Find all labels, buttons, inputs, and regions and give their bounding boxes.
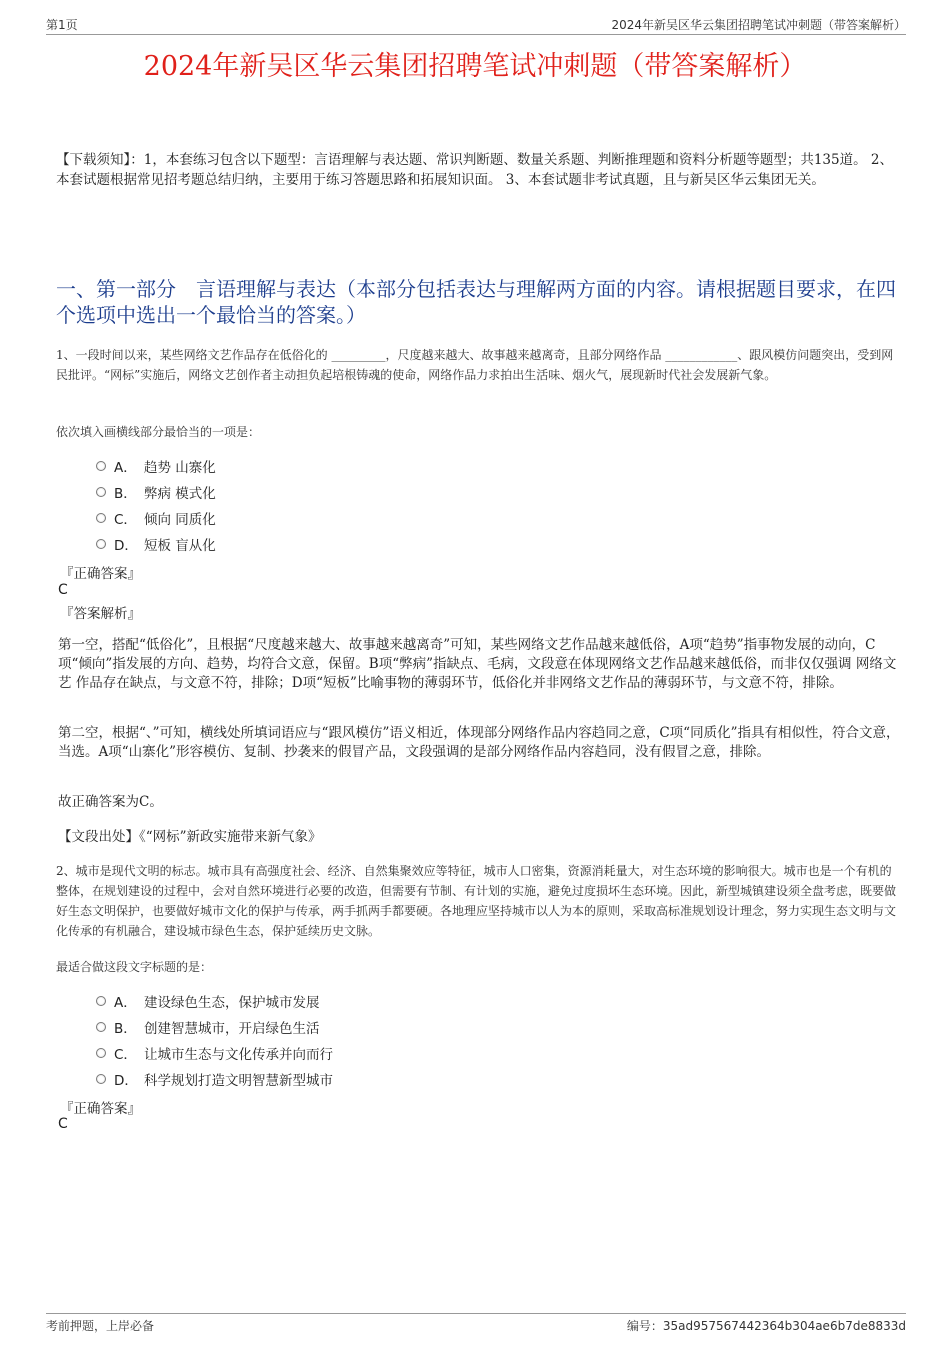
- question-2-prompt: 最适合做这段文字标题的是：: [56, 960, 213, 974]
- radio-icon[interactable]: [96, 513, 106, 523]
- footer-code: 编号：35ad957567442364b304ae6b7de8833d: [626, 1319, 906, 1333]
- source-citation: 【文段出处】《“网标”新政实施带来新气象》: [58, 829, 322, 845]
- option-b[interactable]: B． 创建智慧城市，开启绿色生活: [96, 1014, 333, 1040]
- page-number: 第1页: [46, 18, 78, 32]
- option-a[interactable]: A． 趋势 山寨化: [96, 453, 216, 479]
- question-2-stem: 2、城市是现代文明的标志。城市具有高强度社会、经济、自然集聚效应等特征，城市人口密集，资源消耗量大，对生态环境的影响很大。城市也是一个有机的整体，在规划建设的过程中，会对自然环境进行必要的改造，但需要有节制、有计划的实施，避免过度损坏生态环境。因此，新型城镇建设须全盘考虑，既要做好生态文明保护，也要做好城市文化的保护与传承，两手抓两手都要硬。各地理应坚持城市以人为本的原则，采取高标准规划设计理念，努力实现生态文明与文化传承的有机融合，建设城市绿色生态，保护延续历史文脉。: [56, 864, 897, 938]
- answer-label: 『正确答案』: [60, 1101, 141, 1117]
- document-title: 2024年新吴区华云集团招聘笔试冲刺题（带答案解析）: [143, 51, 807, 82]
- question-1-options: [96, 453, 216, 557]
- option-c[interactable]: C． 倾向 同质化: [96, 505, 216, 531]
- option-a[interactable]: A． 建设绿色生态，保护城市发展: [96, 988, 333, 1014]
- answer-label: 『正确答案』: [60, 566, 141, 582]
- analysis-paragraph-2: 第二空，根据“、”可知，横线处所填词语应与“跟风模仿”语义相近，体现部分网络作品内容趋同之意，C项“同质化”指具有相似性，符合文意，当选。A项“山寨化”形容模仿、复制、抄袭来的假冒产品，文段强调的是部分网络作品内容趋同，没有假冒之意，排除。: [58, 725, 900, 760]
- radio-icon[interactable]: [96, 1022, 106, 1032]
- radio-icon[interactable]: [96, 487, 106, 497]
- page-header: [46, 14, 906, 35]
- option-d[interactable]: D． 科学规划打造文明智慧新型城市: [96, 1066, 333, 1092]
- radio-icon[interactable]: [96, 461, 106, 471]
- radio-icon[interactable]: [96, 1048, 106, 1058]
- footer-slogan: 考前押题，上岸必备: [46, 1319, 155, 1333]
- analysis-paragraph-1: 第一空，搭配“低俗化”，且根据“尺度越来越大、故事越来越离奇”可知，某些网络文艺作品越来越低俗，A项“趋势”指事物发展的动向，C项“倾向”指发展的方向、趋势，均符合文意，保留。B项“弊病”指缺点、毛病，文段意在体现网络文艺作品越来越低俗，而非仅仅强调 网络文艺 作品存在缺点，与文意不符，排除；D项“短板”比喻事物的薄弱环节，低俗化并非网络文艺作品的薄弱环节，与文意不符，排除。: [58, 637, 897, 691]
- analysis-label: 『答案解析』: [60, 606, 141, 622]
- correct-answer: C: [58, 1116, 68, 1132]
- option-b[interactable]: B． 弊病 模式化: [96, 479, 216, 505]
- question-1-prompt: 依次填入画横线部分最恰当的一项是：: [56, 425, 261, 439]
- section-heading: 一、第一部分 言语理解与表达（本部分包括表达与理解两方面的内容。请根据题目要求，在四个选项中选出一个最恰当的答案。）: [56, 277, 896, 327]
- question-2-options: [96, 988, 333, 1092]
- page-footer: [46, 1313, 906, 1334]
- option-d[interactable]: D． 短板 盲从化: [96, 531, 216, 557]
- radio-icon[interactable]: [96, 996, 106, 1006]
- header-doc-title: 2024年新吴区华云集团招聘笔试冲刺题（带答案解析）: [611, 18, 906, 32]
- download-notice: 【下载须知】：1，本套练习包含以下题型：言语理解与表达题、常识判断题、数量关系题、判断推理题和资料分析题等题型；共135道。 2、本套试题根据常见招考题总结归纳，主要用于练习答题思路和拓展知识面。 3、本套试题非考试真题，且与新吴区华云集团无关。: [56, 152, 893, 188]
- radio-icon[interactable]: [96, 539, 106, 549]
- question-1-stem: 1、一段时间以来，某些网络文艺作品存在低俗化的 _________，尺度越来越大、故事越来越离奇，且部分网络作品 ____________、跟风模仿问题突出，受到网民批评。“网标”实施后，网络文艺创作者主动担负起培根铸魂的使命，网络作品力求拍出生活味、烟火气，展现新时代社会发展新气象。: [56, 348, 894, 382]
- analysis-conclusion: 故正确答案为C。: [58, 794, 163, 810]
- radio-icon[interactable]: [96, 1074, 106, 1084]
- correct-answer: C: [58, 582, 68, 598]
- option-c[interactable]: C． 让城市生态与文化传承并向而行: [96, 1040, 333, 1066]
